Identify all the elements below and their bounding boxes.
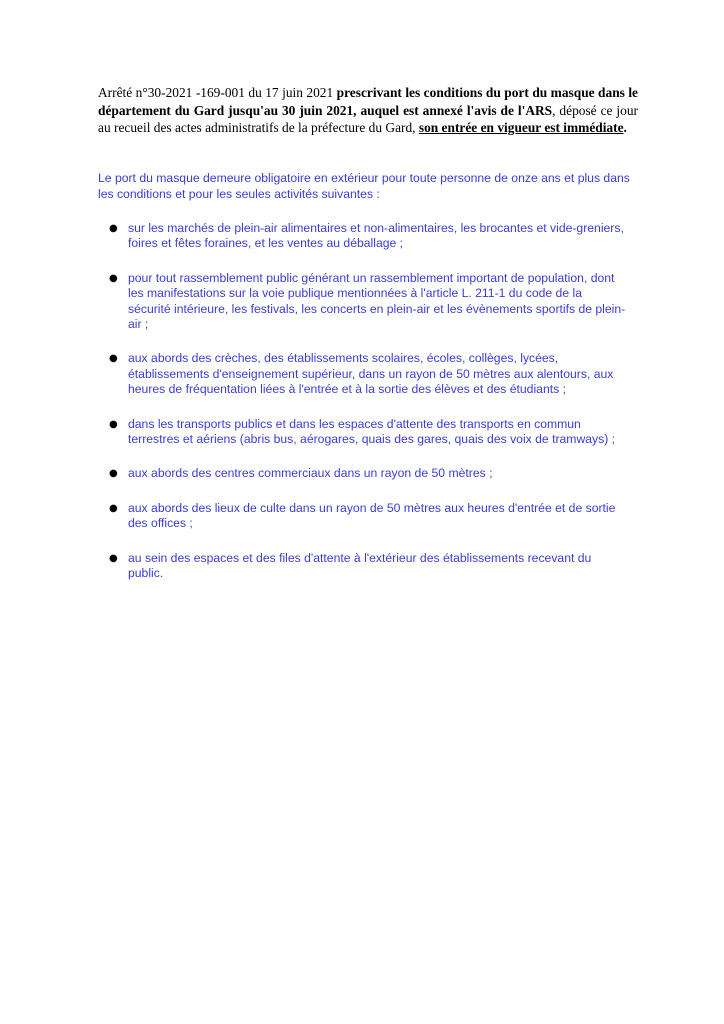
bullet-icon: ● [109, 223, 118, 234]
decree-publication-text: , déposé ce jour au recueil des actes administratifs de la préfecture du Gard, [98, 102, 638, 135]
list-item [98, 221, 658, 252]
list-item-text: dans les transports publics et dans les espaces d'attente des transports en commun terrestres et aériens (abris bus, aérogares, quais des gares, quais des voix de tramways) ; [128, 416, 616, 447]
decree-subject-text: prescrivant les conditions du port du masque dans le département du Gard jusqu'au 30 juin 2021, auquel est annexé l'avis de l'ARS [98, 85, 638, 118]
mask-rule-intro: Le port du masque demeure obligatoire en extérieur pour toute personne de onze ans et plus dans les conditions et pour les seules activités suivantes : [98, 171, 630, 201]
decree-final-period: . [623, 120, 627, 135]
decree-reference-paragraph [98, 84, 638, 137]
activity-list [98, 221, 658, 601]
list-item [98, 501, 658, 532]
list-item [98, 466, 658, 481]
list-item [98, 351, 658, 397]
decree-number-text: Arrêté n°30-2021 -169-001 du 17 juin 2021 [98, 85, 337, 100]
list-item-text: au sein des espaces et des files d'attente à l'extérieur des établissements recevant du public. [128, 550, 592, 581]
bullet-icon: ● [109, 468, 118, 480]
bullet-icon: ● [109, 353, 118, 365]
decree-effective-text: son entrée en vigueur est immédiate [418, 120, 624, 135]
list-item-text: sur les marchés de plein-air alimentaires et non-alimentaires, les brocantes et vide-greniers, foires et fêtes foraines, et les ventes au déballage ; [128, 221, 624, 251]
list-item-text: aux abords des crèches, des établissements scolaires, écoles, collèges, lycées, établissements d'enseignement supérieur, dans un rayon de 50 mètres aux alentours, aux heures de fréquentation liées à l'entrée et à la sortie des élèves et des étudiants ; [128, 351, 614, 397]
bullet-icon: ● [109, 552, 118, 564]
list-item-text: pour tout rassemblement public générant un rassemblement important de population, dont les manifestations sur la voie publique mentionnées à l'article L. 211-1 du code de la sécurité intérieure, les festivals, les concerts en plein-air et les évènements sportifs de plein-air ; [128, 270, 626, 332]
bullet-icon: ● [109, 418, 118, 430]
bullet-icon: ● [109, 502, 118, 514]
list-item [98, 551, 658, 582]
list-item-text: aux abords des lieux de culte dans un rayon de 50 mètres aux heures d'entrée et de sortie des offices ; [128, 500, 616, 531]
list-item [98, 271, 658, 333]
list-item-text: aux abords des centres commerciaux dans un rayon de 50 mètres ; [128, 466, 493, 481]
list-item [98, 417, 658, 448]
bullet-icon: ● [109, 272, 118, 284]
